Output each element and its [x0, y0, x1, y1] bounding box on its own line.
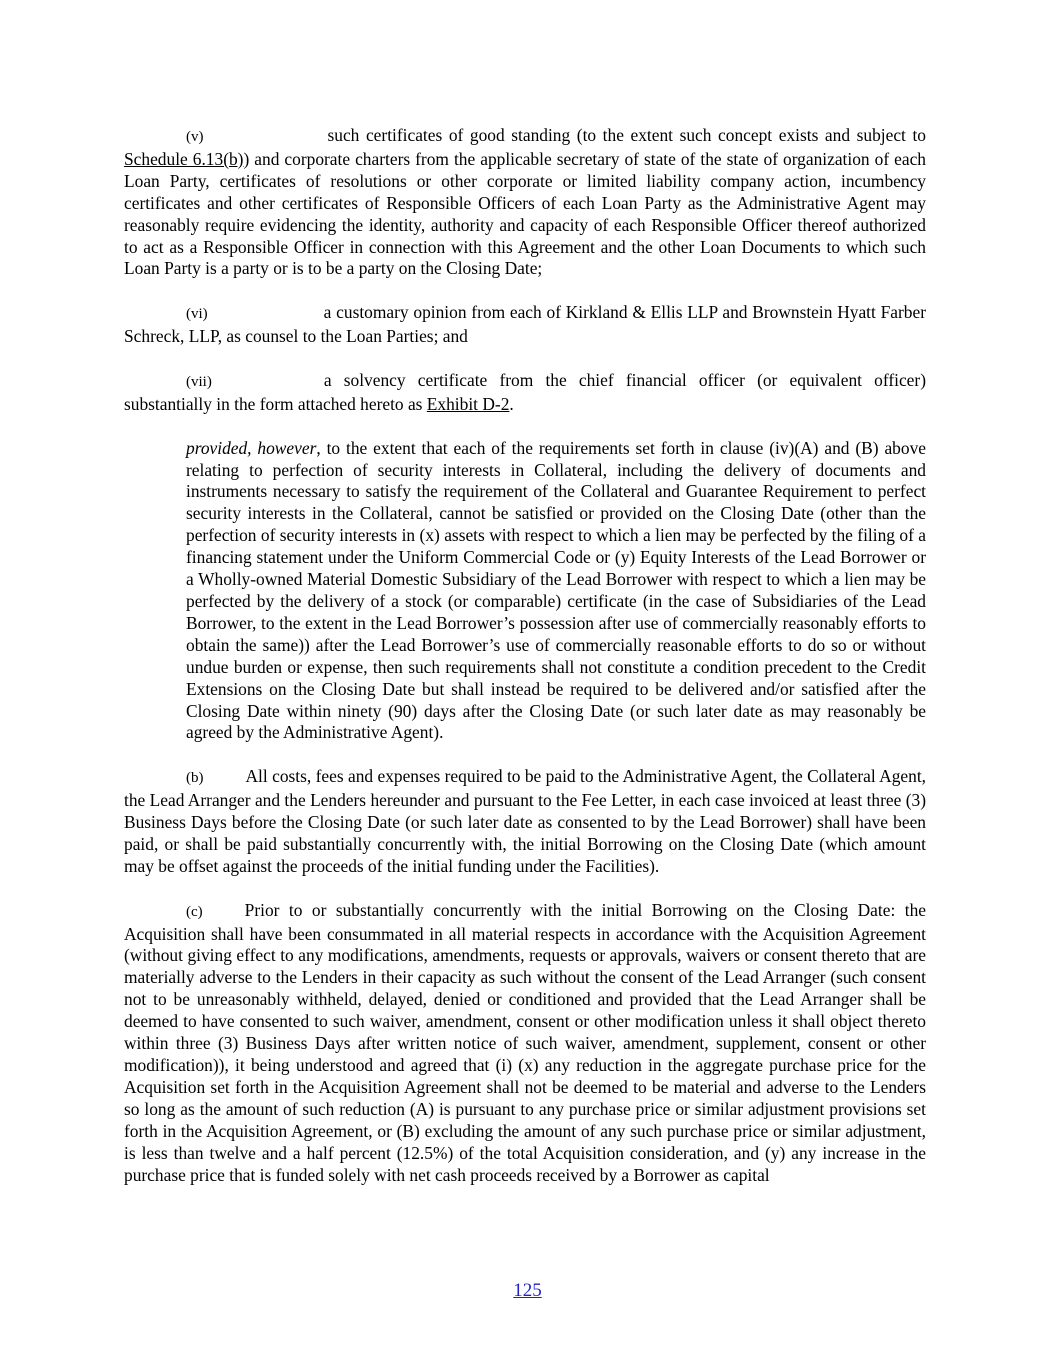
clause-b: (b) All costs, fees and expenses required to be paid to the Administrative Agent, the Collateral Agent, the Lead Arranger and the Lenders hereunder and pursuant to the Fee Letter, in each case invoiced at least three (3) Business Days before the Closing Date (or such later date as consented to by the Lead Borrower) shall have been paid, or shall be paid substantially concurrently with, the initial Borrowing on the Closing Date (which amount may be offset against the proceeds of the initial funding under the Facilities).	[124, 766, 926, 876]
page-number-link[interactable]: 125	[513, 1280, 542, 1301]
clause-v: (v) such certificates of good standing (to the extent such concept exists and subject to Schedule 6.13(b)) and corporate charters from the applicable secretary of state of the state of organization of each Loan Party, certificates of resolutions or other corporate or limited liability company action, incumbency certificates and other certificates of Responsible Officers of each Loan Party as the Administrative Agent may reasonably require evidencing the identity, authority and capacity of each Responsible Officer thereof authorized to act as a Responsible Officer in connection with this Agreement and the other Loan Documents to which such Loan Party is a party or is to be a party on the Closing Date;	[124, 125, 926, 279]
clause-vi: (vi) a customary opinion from each of Kirkland & Ellis LLP and Brownstein Hyatt Farber Schreck, LLP, as counsel to the Loan Parties; and	[124, 302, 926, 347]
clause-vii-label: (vii)	[186, 373, 212, 390]
document-page	[124, 125, 926, 1186]
clause-c-label: (c)	[186, 903, 203, 920]
clause-vii: (vii) a solvency certificate from the chief financial officer (or equivalent officer) substantially in the form attached hereto as Exhibit D-2.	[124, 369, 926, 414]
clause-b-label: (b)	[186, 770, 204, 787]
clause-v-label: (v)	[186, 129, 204, 145]
exhibit-d2-link[interactable]: Exhibit D-2	[426, 393, 510, 414]
proviso-paragraph: provided, however, to the extent that each of the requirements set forth in clause (iv)(A) and (B) above relating to perfection of security interests in Collateral, including the delivery of documents and instruments necessary to satisfy the requirement of the Collateral and Guarantee Requirement to perfect security interests in the Collateral, cannot be satisfied or provided on the Closing Date (other than the perfection of security interests in (x) assets with respect to which a lien may be perfected by the filing of a financing statement under the Uniform Commercial Code or (y) Equity Interests of the Lead Borrower or a Wholly-owned Material Domestic Subsidiary of the Lead Borrower with respect to which a lien may be perfected by the delivery of a stock (or comparable) certificate (in the case of Subsidiaries of the Lead Borrower, to the extent in the Lead Borrower’s possession after use of commercially reasonably efforts to obtain the same)) after the Lead Borrower’s use of commercially reasonable efforts to do so or without undue burden or expense, then such requirements shall not constitute a condition precedent to the Credit Extensions on the Closing Date but shall instead be required to be delivered and/or satisfied after the Closing Date within ninety (90) days after the Closing Date (or such later date as may reasonably be agreed by the Administrative Agent).	[186, 437, 926, 743]
clause-c: (c) Prior to or substantially concurrently with the initial Borrowing on the Closing Date: the Acquisition shall have been consummated in all material respects in accordance with the Acquisition Agreement (without giving effect to any modifications, amendments, requests or approvals, waivers or consent thereto that are materially adverse to the Lenders in their capacity as such without the consent of the Lead Arranger (such consent not to be unreasonably withheld, delayed, denied or conditioned and provided that the Lead Arranger shall be deemed to have consented to such waiver, amendment, consent or other modification unless it shall object thereto within three (3) Business Days after written notice of such waiver, amendment, supplement, consent or other modification)), it being understood and agreed that (i) (x) any reduction in the aggregate purchase price for the Acquisition set forth in the Acquisition Agreement shall not be deemed to be material and adverse to the Lenders so long as the amount of such reduction (A) is pursuant to any purchase price or similar adjustment provisions set forth in the Acquisition Agreement, or (B) excluding the amount of any such purchase price or similar adjustment, is less than twelve and a half percent (12.5%) of the total Acquisition consideration, and (y) any increase in the purchase price that is funded solely with net cash proceeds received by a Borrower as capital	[124, 899, 926, 1185]
schedule-6-13b-link[interactable]: Schedule 6.13(b)	[124, 148, 244, 169]
clause-vi-label: (vi)	[186, 306, 208, 323]
proviso-italic: provided, however	[186, 437, 317, 458]
